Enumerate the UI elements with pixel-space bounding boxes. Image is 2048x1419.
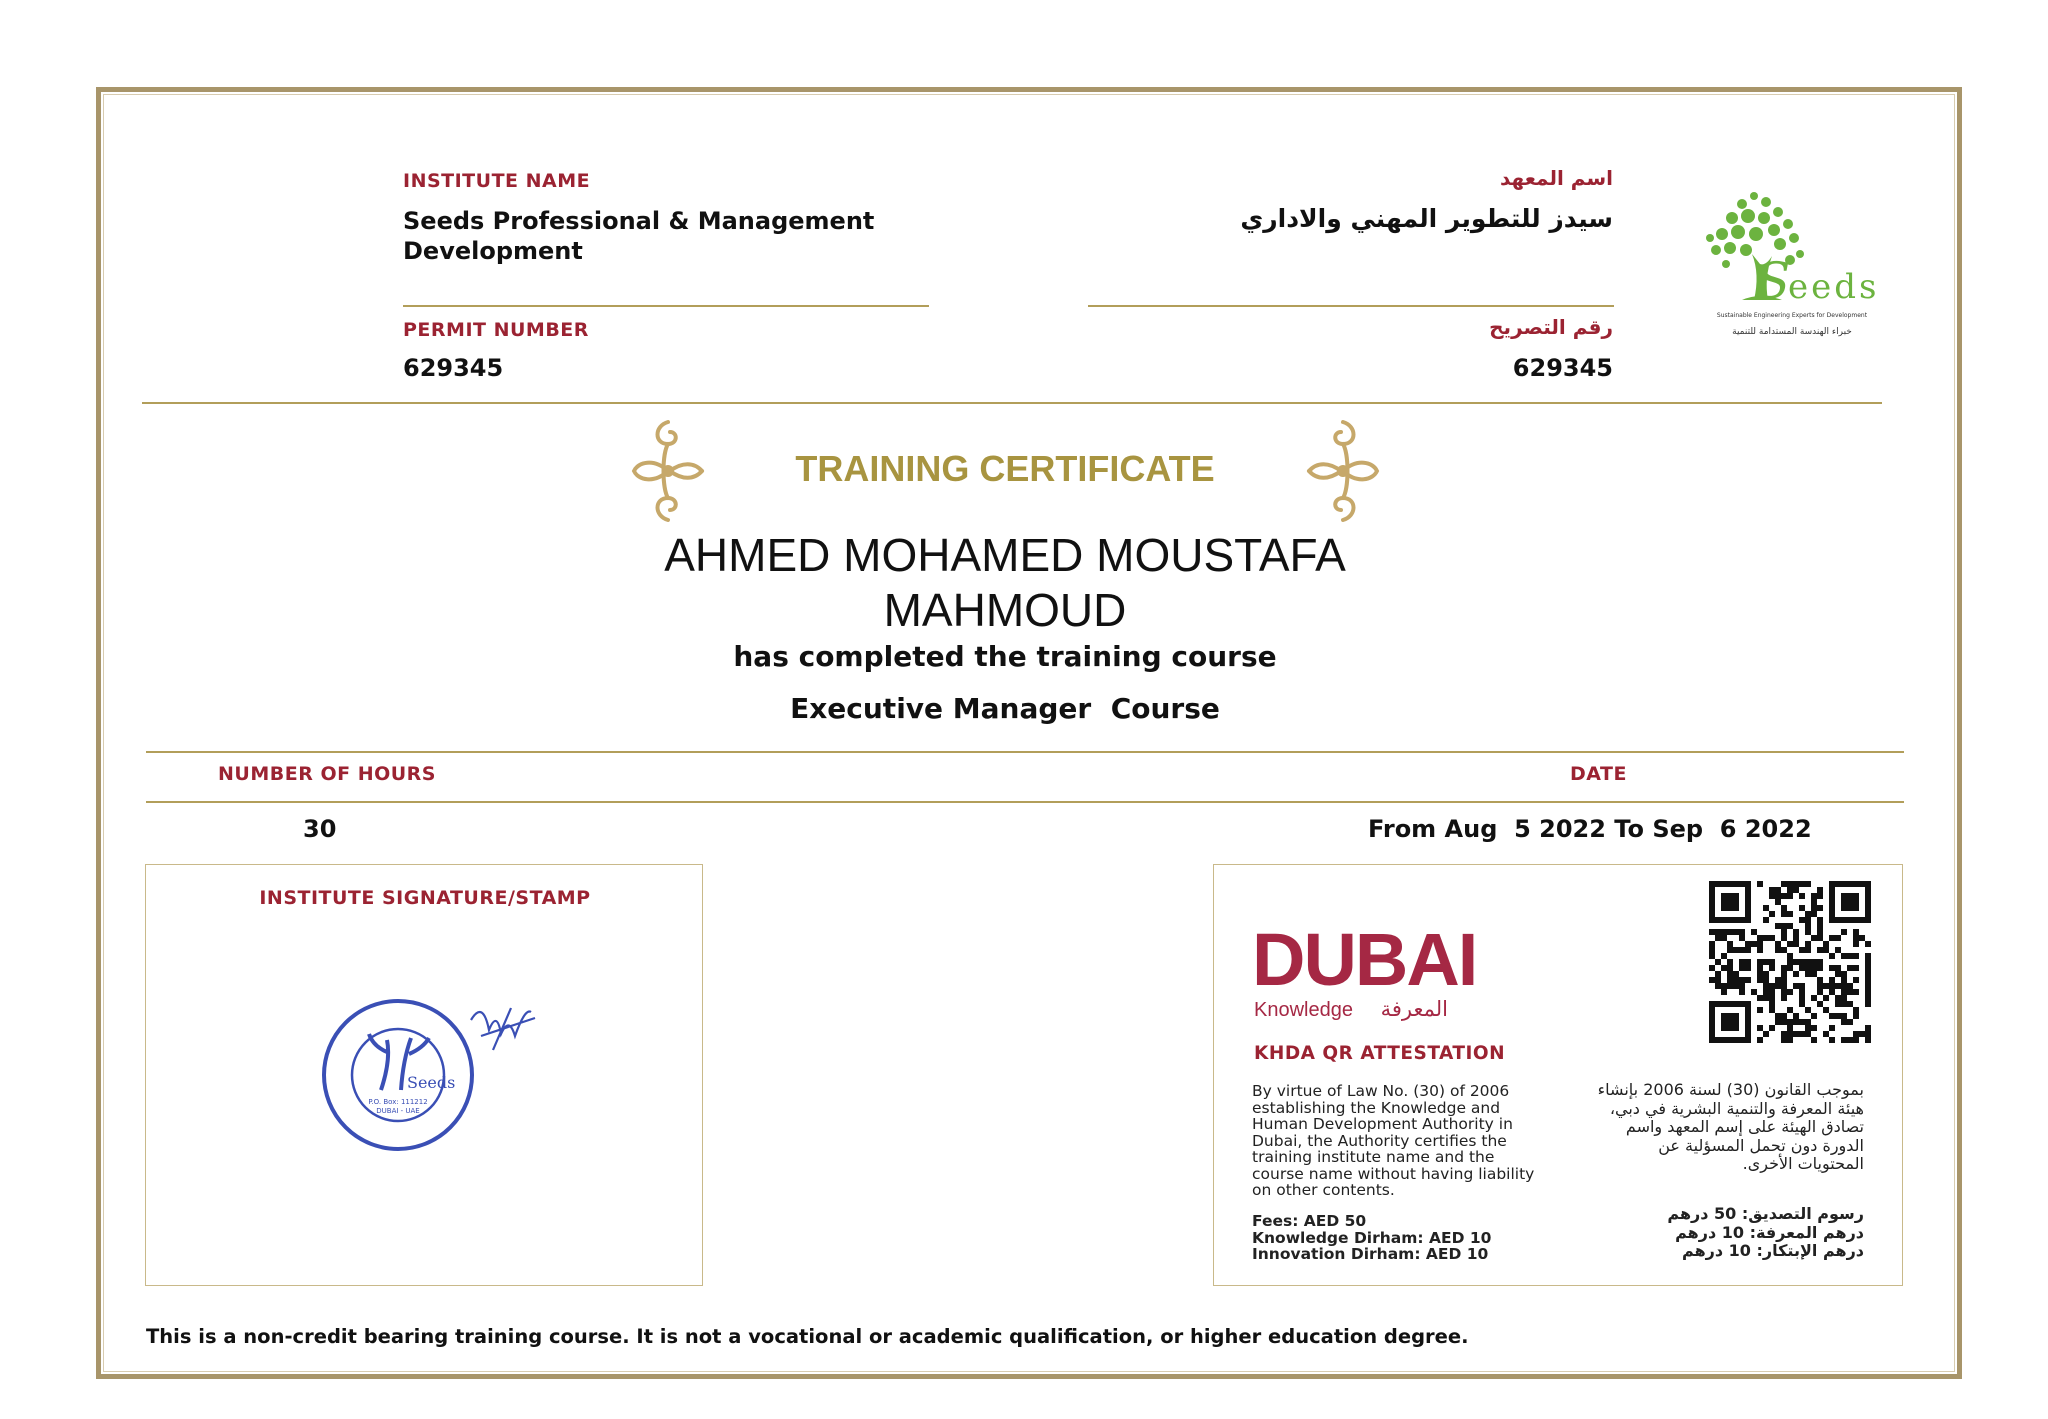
permit-label-ar: رقم التصريح <box>1489 315 1613 339</box>
khda-body-ar: بموجب القانون (30) لسنة 2006 بإنشاء هيئة المعرفة والتنمية البشرية في دبي، تصادق الهيئة على إسم المعهد واسم الدورة دون تحمل المسؤلية عن المحتويات الأخرى. <box>1597 1080 1864 1173</box>
institute-stamp-icon <box>321 990 551 1160</box>
signature-stamp-label: INSTITUTE SIGNATURE/STAMP <box>259 887 591 909</box>
fee-attestation-ar: رسوم التصديق: 50 درهم <box>1667 1204 1864 1223</box>
khda-heading: KHDA QR ATTESTATION <box>1254 1043 1506 1064</box>
institute-name-label-ar: اسم المعهد <box>1500 166 1613 190</box>
course-name: Executive Manager Course <box>790 692 1220 725</box>
hours-value: 30 <box>303 815 337 843</box>
dubai-logo-text: DUBAI <box>1252 918 1477 1001</box>
certificate-title: TRAINING CERTIFICATE <box>795 448 1215 489</box>
fee-innovation-ar: درهم الإبتكار: 10 درهم <box>1682 1241 1864 1260</box>
institute-name-label-en: INSTITUTE NAME <box>403 170 591 192</box>
details-top-divider <box>146 751 1904 753</box>
khda-body-en: By virtue of Law No. (30) of 2006 establishing the Knowledge and Human Development Authority in Dubai, the Authority certifies the training institute name and the course name without having liability on other contents. <box>1252 1082 1535 1199</box>
dubai-knowledge-ar: المعرفة <box>1380 997 1448 1021</box>
fee-innovation-en: Innovation Dirham: AED 10 <box>1252 1245 1489 1263</box>
recipient-name-line1: AHMED MOHAMED MOUSTAFA <box>664 529 1346 581</box>
khda-attestation-box <box>1213 864 1903 1286</box>
date-value: From Aug 5 2022 To Sep 6 2022 <box>1368 815 1812 843</box>
name-divider-right <box>1088 305 1614 307</box>
stamp-city-text: DUBAI - UAE <box>376 1107 420 1115</box>
signature-stamp-box <box>145 864 703 1286</box>
ornament-right-icon <box>1305 418 1381 524</box>
name-divider-left <box>403 305 929 307</box>
fee-knowledge-en: Knowledge Dirham: AED 10 <box>1252 1228 1492 1247</box>
logo-eeds-letters: eeds <box>1788 267 1880 307</box>
logo-s-letter: S <box>1756 252 1791 310</box>
institute-name-ar: سيدز للتطوير المهني والاداري <box>1240 204 1613 233</box>
disclaimer-text: This is a non-credit bearing training course. It is not a vocational or academic qualification, or higher education degree. <box>146 1325 1469 1348</box>
recipient-name-line2: MAHMOUD <box>883 584 1127 636</box>
stamp-pobox-text: P.O. Box: 111212 <box>368 1098 428 1106</box>
tree-icon <box>1682 174 1902 374</box>
hours-label: NUMBER OF HOURS <box>218 763 436 785</box>
dubai-knowledge-en: Knowledge <box>1254 999 1353 1021</box>
qr-code-icon[interactable] <box>1709 881 1871 1043</box>
fee-knowledge-ar: درهم المعرفة: 10 درهم <box>1675 1222 1864 1242</box>
fees-ar <box>1614 1205 1864 1261</box>
fee-attestation-en: Fees: AED 50 <box>1252 1212 1367 1230</box>
permit-number-ar: 629345 <box>1512 354 1613 382</box>
fees-en <box>1252 1213 1491 1263</box>
ornament-left-icon <box>630 418 706 524</box>
institute-name-en: Seeds Professional & Management Development <box>403 207 875 265</box>
stamp-seeds-text: Seeds <box>407 1073 456 1092</box>
details-bottom-divider <box>146 801 1904 803</box>
permit-number-en: 629345 <box>403 354 504 382</box>
date-label: DATE <box>1570 763 1627 785</box>
logo-tagline-ar: خبراء الهندسة المستدامة للتنمية <box>1732 327 1852 337</box>
permit-label-en: PERMIT NUMBER <box>403 319 589 341</box>
logo-tagline-en: Sustainable Engineering Experts for Development <box>1716 312 1868 319</box>
seeds-logo <box>1682 174 1902 374</box>
header-divider <box>142 402 1882 404</box>
completed-text: has completed the training course <box>733 640 1277 673</box>
